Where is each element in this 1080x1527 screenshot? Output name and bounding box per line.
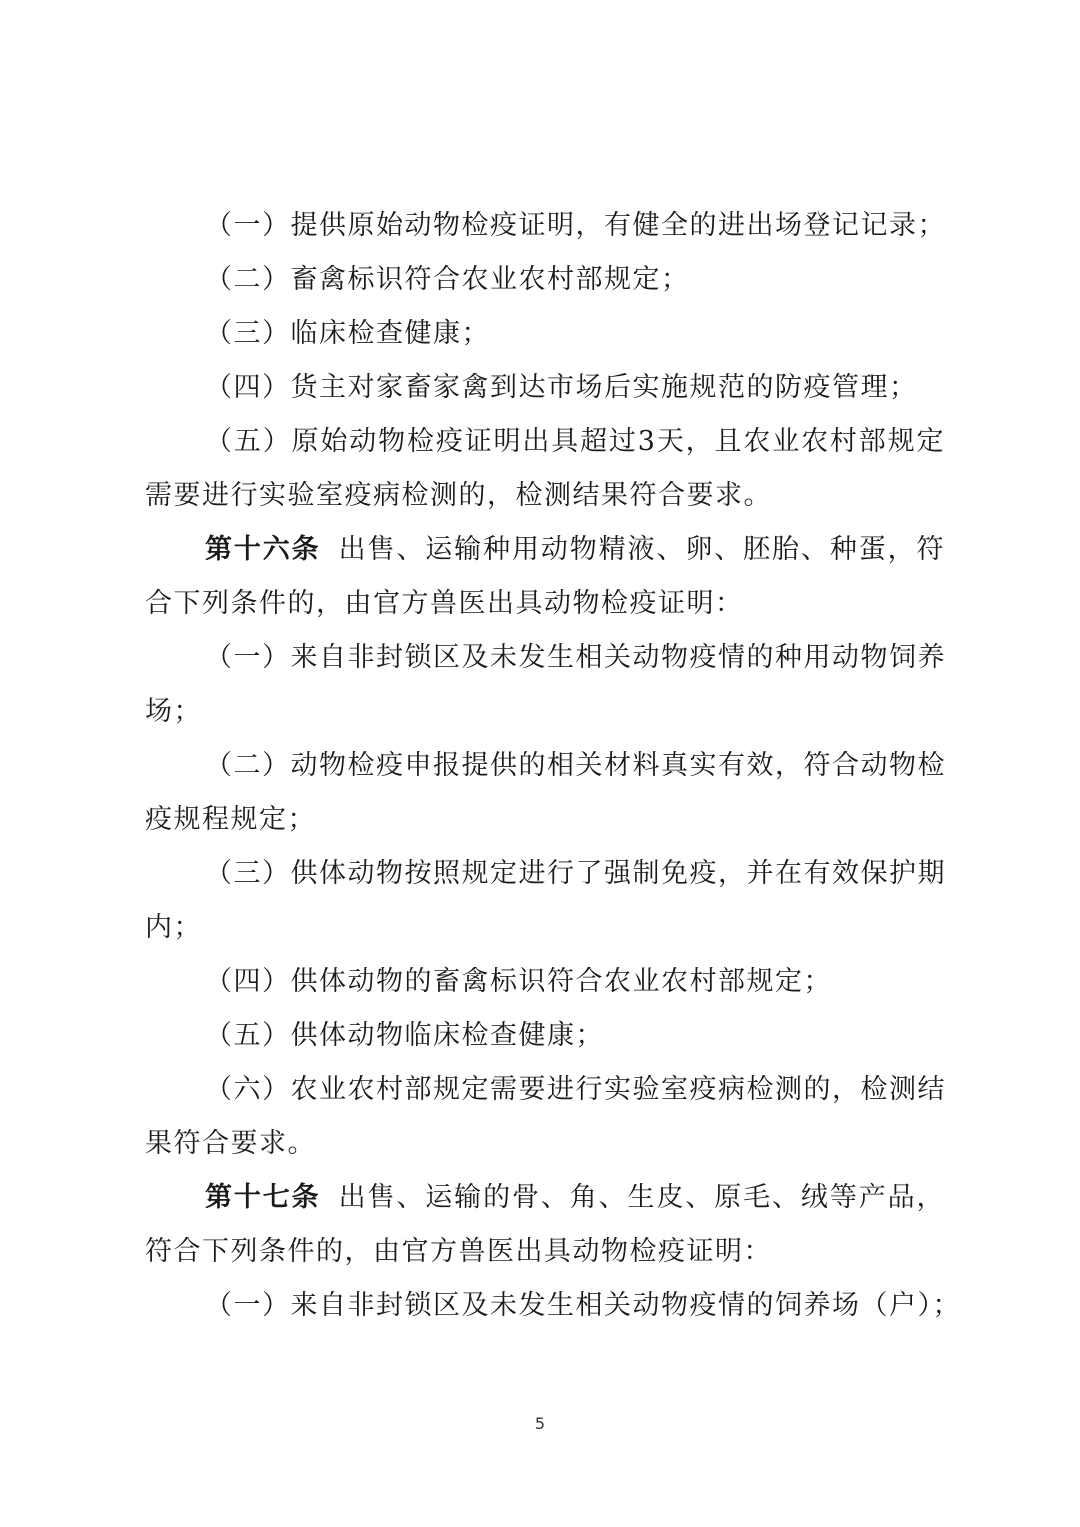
line-text: 需要进行实验室疫病检测的，检测结果符合要求。 — [145, 480, 772, 511]
paragraph-line — [145, 469, 945, 523]
line-text: （一）来自非封锁区及未发生相关动物疫情的饲养场（户）； — [205, 1290, 961, 1321]
paragraph-line — [205, 847, 945, 901]
line-text: （五）供体动物临床检查健康； — [205, 1020, 604, 1051]
article-16-heading-line — [205, 523, 945, 577]
paragraph-line — [205, 955, 945, 1009]
paragraph-line — [205, 1009, 945, 1063]
line-text: （三）临床检查健康； — [205, 318, 490, 349]
paragraph-line — [145, 1117, 945, 1171]
paragraph-line — [205, 307, 945, 361]
paragraph-line — [145, 901, 945, 955]
paragraph-line — [205, 415, 945, 469]
paragraph-line — [145, 1225, 945, 1279]
line-text: 出售、运输的骨、角、生皮、原毛、绒等产品， — [338, 1182, 946, 1213]
line-text: （一）提供原始动物检疫证明，有健全的进出场登记记录； — [205, 210, 946, 241]
line-text: 疫规程规定； — [145, 804, 316, 835]
page-number: 5 — [534, 1414, 546, 1433]
paragraph-line — [205, 361, 945, 415]
line-text: （三）供体动物按照规定进行了强制免疫，并在有效保护期 — [205, 858, 946, 889]
paragraph-line — [145, 577, 945, 631]
line-text: 合下列条件的，由官方兽医出具动物检疫证明： — [145, 588, 744, 619]
line-text: （一）来自非封锁区及未发生相关动物疫情的种用动物饲养 — [205, 642, 946, 673]
line-text: （四）货主对家畜家禽到达市场后实施规范的防疫管理； — [205, 372, 918, 403]
line-text: （六）农业农村部规定需要进行实验室疫病检测的，检测结 — [205, 1074, 946, 1105]
paragraph-line — [205, 739, 945, 793]
paragraph-line — [205, 199, 945, 253]
paragraph-line — [145, 793, 945, 847]
line-text: 场； — [145, 696, 202, 727]
paragraph-line — [205, 1279, 961, 1333]
line-text: 内； — [145, 912, 202, 943]
line-text: 果符合要求。 — [145, 1128, 316, 1159]
line-text: （二）动物检疫申报提供的相关材料真实有效，符合动物检 — [205, 750, 946, 781]
line-text: 符合下列条件的，由官方兽医出具动物检疫证明： — [145, 1236, 772, 1267]
paragraph-line — [145, 685, 945, 739]
line-text: （五）原始动物检疫证明出具超过3天，且农业农村部规定 — [205, 426, 945, 457]
line-text: 出售、运输种用动物精液、卵、胚胎、种蛋，符 — [338, 534, 946, 565]
paragraph-line — [205, 253, 945, 307]
line-text: （四）供体动物的畜禽标识符合农业农村部规定； — [205, 966, 832, 997]
article-17-heading-line — [205, 1171, 945, 1225]
article-number: 第十六条 — [205, 534, 321, 565]
line-text: （二）畜禽标识符合农业农村部规定； — [205, 264, 690, 295]
paragraph-line — [205, 1063, 945, 1117]
article-number: 第十七条 — [205, 1182, 321, 1213]
paragraph-line — [205, 631, 945, 685]
